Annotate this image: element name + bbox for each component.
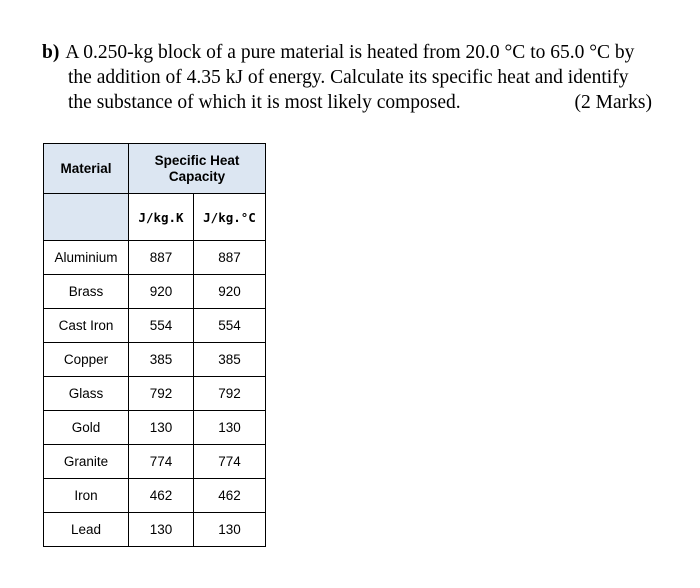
value-jkgc-cell: 887 [194,241,266,275]
value-jkgc-cell: 920 [194,275,266,309]
table-row [44,411,266,445]
question-marks: (2 Marks) [574,92,652,113]
value-jkgk-cell: 462 [129,479,194,513]
table-body [44,241,266,547]
value-jkgk-cell: 792 [129,377,194,411]
table-row [44,445,266,479]
question-line-2-text: the addition of 4.35 kJ of energy. Calculate its specific heat and identify [68,67,629,88]
value-jkgk-cell: 920 [129,275,194,309]
value-jkgc-cell: 774 [194,445,266,479]
question-text [42,40,662,115]
table-row [44,479,266,513]
question-line-1 [42,40,662,65]
table-row [44,275,266,309]
table-row [44,513,266,547]
material-cell: Aluminium [44,241,129,275]
unit-jkgk: J/kg.K [129,194,194,241]
value-jkgc-cell: 385 [194,343,266,377]
value-jkgc-cell: 554 [194,309,266,343]
header-specific-heat-line-2: Capacity [168,168,226,184]
value-jkgc-cell: 462 [194,479,266,513]
table-units-row [44,194,266,241]
material-cell: Iron [44,479,129,513]
material-cell: Gold [44,411,129,445]
material-cell: Brass [44,275,129,309]
table-row [44,343,266,377]
table-header-row [44,144,266,194]
material-cell: Cast Iron [44,309,129,343]
value-jkgk-cell: 130 [129,513,194,547]
value-jkgk-cell: 887 [129,241,194,275]
value-jkgc-cell: 792 [194,377,266,411]
material-cell: Copper [44,343,129,377]
question-line-3 [42,90,662,115]
header-specific-heat-line-1: Specific Heat [154,152,240,168]
question-line-3-text: the substance of which it is most likely composed. [68,92,461,113]
specific-heat-table [43,143,266,547]
units-empty-cell [44,194,129,241]
value-jkgk-cell: 774 [129,445,194,479]
table-row [44,241,266,275]
material-cell: Granite [44,445,129,479]
header-material: Material [44,144,129,194]
value-jkgk-cell: 554 [129,309,194,343]
material-cell: Lead [44,513,129,547]
value-jkgk-cell: 130 [129,411,194,445]
header-specific-heat [129,144,266,194]
value-jkgk-cell: 385 [129,343,194,377]
question-line-1-text: A 0.250-kg block of a pure material is heated from 20.0 °C to 65.0 °C by [65,42,635,63]
value-jkgc-cell: 130 [194,411,266,445]
value-jkgc-cell: 130 [194,513,266,547]
unit-jkgc: J/kg.°C [194,194,266,241]
question-line-2 [42,65,662,90]
material-cell: Glass [44,377,129,411]
table-row [44,377,266,411]
table-row [44,309,266,343]
question-label: b) [42,42,60,63]
